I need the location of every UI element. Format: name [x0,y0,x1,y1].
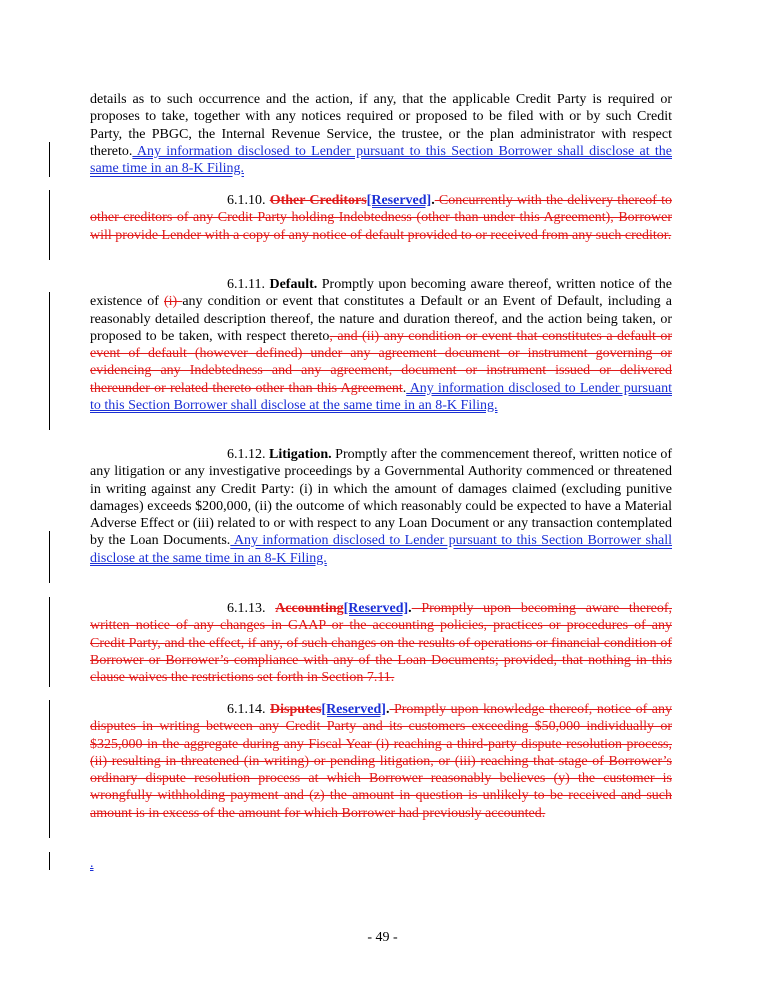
change-bar [49,531,50,583]
inserted-text: Any information disclosed to Lender pursuant to this Section Borrower shall disclose at the same time in an 8-K Filing. [90,380,672,414]
inserted-text: Any information disclosed to Lender pursuant to this Section Borrower shall disclose at the same time in an 8-K Filing. [90,533,673,566]
section-6-1-11 [90,276,672,414]
inserted-heading: [Reserved] [366,193,432,208]
inserted-heading: [Reserved] [343,601,409,616]
heading-period: . [408,601,412,616]
change-bar [49,852,50,870]
change-bar [49,292,50,430]
deleted-heading: Accounting [275,601,344,616]
change-bar [49,700,50,838]
inserted-heading: [Reserved] [321,702,386,717]
section-number: 6.1.13. [227,601,266,616]
section-heading: Litigation. [269,447,332,462]
section-number: 6.1.14. [227,702,266,717]
section-heading: Default. [269,277,318,292]
paragraph-continuation [90,91,672,177]
deleted-text: , and (ii) any condition or event that constitutes a default or event of default (however defined) under any agreement document or instrument governing or evidencing any Indebtedness and any agreement, document or instrument issued or delivered thereunder or related thereto other than this Agreement [90,328,673,396]
inserted-text: Any information disclosed to Lender pursuant to this Section Borrower shall disclose at the same time in an 8-K Filing. [90,143,672,177]
body-text: Promptly upon becoming aware thereof, written notice of the existence of [90,277,672,310]
change-bar [49,597,50,687]
deleted-heading: Other Creditors [269,193,367,208]
change-bar [49,142,50,177]
deleted-text: Promptly upon knowledge thereof, notice of any disputes in writing between any Credit Party and its customers exceeding $50,000 individually or $325,000 in the aggregate during any Fiscal Year (i) reaching a third-party dispute resolution process, (ii) resulting in threatened (in writing) or pending litigation, or (iii) reaching that stage of Borrower’s ordinary dispute resolution process at which Borrower reasonably believes (y) the customer is wrongfully withholding payment and (z) the amount in question is unlikely to be received and such amount is in excess of the amount for which Borrower had previously accounted. [90,702,672,821]
section-number: 6.1.12. [227,447,266,462]
body-text: any condition or event that constitutes a Default or an Event of Default, including a reasonably detailed description thereof, the nature and duration thereof, and the action being taken, or proposed to be taken, with respect thereto [90,294,672,344]
heading-period: . [385,702,390,717]
deleted-text: Promptly upon becoming aware thereof, written notice of any changes in GAAP or the accounting policies, practices or procedures of any Credit Party, and the effect, if any, of such changes on the results of operations or financial condition of Borrower or Borrower’s compliance with any of the Loan Documents; provided, that nothing in this clause waives the restrictions set forth in Section 7.11. [90,601,672,686]
section-6-1-13 [90,600,672,686]
body-text: . [402,380,407,396]
change-bar [49,190,50,260]
section-number: 6.1.10. [227,193,266,208]
section-6-1-10 [90,192,672,244]
deleted-heading: Disputes [270,702,322,717]
body-text: details as to such occurrence and the action, if any, that the applicable Credit Party is required or proposes to take, together with any notices required or proposed to be filed with or by such Credit Party, the PBGC, the Internal Revenue Service, the trustee, or the plan administrator with respect thereto. [90,92,672,159]
section-6-1-14 [90,701,672,822]
deleted-text: (i) [164,294,183,310]
heading-period: . [431,193,435,208]
body-text: Promptly after the commencement thereof, written notice of any litigation or any investigative proceedings by a Governmental Authority commenced or threatened in writing against any Credit Party: (i) in which the amount of damages claimed (excluding punitive damages) exceeds $200,000, (ii) the outcome of which reasonably could be expected to have a Material Adverse Effect or (iii) related to or with respect to any Loan Document or any transaction contemplated by the Loan Documents. [90,447,673,549]
section-6-1-12 [90,446,672,567]
trailing-inserted-mark: . [90,856,94,871]
section-number: 6.1.11. [227,277,265,292]
deleted-text: Concurrently with the delivery thereof to other creditors of any Credit Party holding Indebtedness (other than under this Agreement), Borrower will provide Lender with a copy of any notice of default provided to or received from any such creditor. [90,193,673,243]
page-number: - 49 - [367,930,398,945]
